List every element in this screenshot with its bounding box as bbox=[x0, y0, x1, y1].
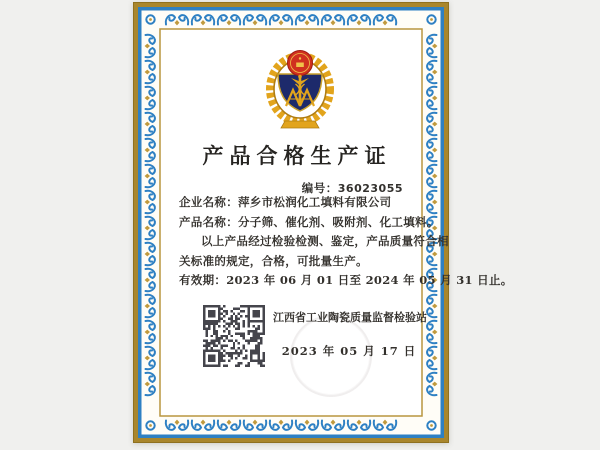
product-name-label: 产品名称： bbox=[179, 214, 238, 229]
qr-code bbox=[203, 305, 265, 367]
validity-line: 有效期：2023 年 06 月 01 日至 2024 年 05 月 31 日止。 bbox=[179, 273, 513, 287]
statement-line-1: 以上产品经过检验检测、鉴定，产品质量符合相 bbox=[201, 234, 449, 248]
certificate-body bbox=[179, 193, 513, 291]
certificate-page bbox=[133, 2, 513, 443]
product-name-value: 分子筛、催化剂、吸附剂、化工填料。 bbox=[238, 214, 439, 229]
serial-value: 36023055 bbox=[337, 182, 403, 195]
serial-label: 编号： bbox=[301, 181, 338, 195]
product-name-line bbox=[179, 213, 439, 233]
issuer-name: 江西省工业陶瓷质量监督检验站 bbox=[273, 311, 427, 324]
company-name-line bbox=[179, 193, 429, 213]
statement-line-2: 关标准的规定，合格，可批量生产。 bbox=[179, 253, 368, 268]
issue-date: 2023 年 05 月 17 日 bbox=[281, 344, 417, 358]
company-name-label: 企业名称： bbox=[179, 195, 238, 209]
quality-supervision-emblem-icon bbox=[259, 44, 341, 130]
company-name-value: 萍乡市松润化工填料有限公司 bbox=[238, 195, 392, 209]
certificate-content bbox=[133, 2, 513, 443]
certificate-title: 产品合格生产证 bbox=[202, 143, 392, 168]
